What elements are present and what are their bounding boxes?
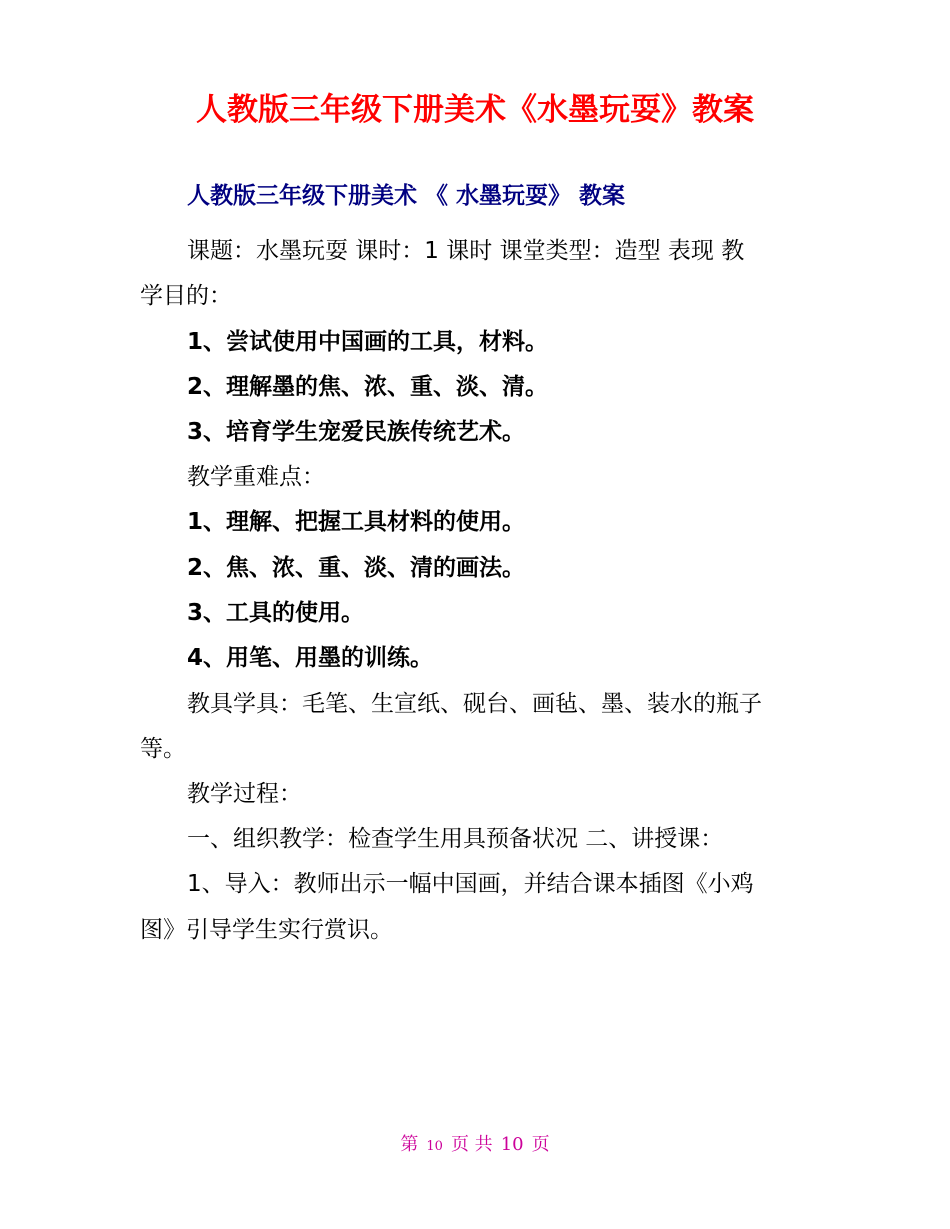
key-point-item-4: 4、用笔、用墨的训练。 [187,645,434,671]
footer-suffix: 页 [531,1134,550,1155]
objective-item-2: 2、理解墨的焦、浓、重、淡、清。 [187,374,549,400]
body-line-lesson-info: 课题：水墨玩耍 课时：1 课时 课堂类型：造型 表现 教 [187,238,745,264]
footer-middle: 页 共 [450,1134,493,1155]
key-points-heading: 教学重难点： [187,464,325,490]
document-subtitle: 人教版三年级下册美术 《 水墨玩耍》 教案 [187,183,626,209]
process-step-intro: 1、导入：教师出示一幅中国画，并结合课本插图《小鸡 [187,871,754,897]
footer-total-pages: 10 [500,1134,524,1155]
body-line-objectives-heading: 学目的： [140,283,232,309]
key-point-item-3: 3、工具的使用。 [187,600,365,626]
key-point-item-2: 2、焦、浓、重、淡、清的画法。 [187,555,526,581]
process-step-organize: 一、组织教学：检查学生用具预备状况 二、讲授课： [187,826,724,852]
objective-item-1: 1、尝试使用中国画的工具，材料。 [187,329,549,355]
document-title: 人教版三年级下册美术《水墨玩耍》教案 [196,92,754,128]
teaching-process-heading: 教学过程： [187,781,302,807]
key-point-item-1: 1、理解、把握工具材料的使用。 [187,509,526,535]
teaching-aids-line: 教具学具：毛笔、生宣纸、砚台、画毡、墨、装水的瓶子 [187,691,762,717]
objective-item-3: 3、培育学生宠爱民族传统艺术。 [187,419,526,445]
process-step-intro-cont: 图》引导学生实行赏识。 [140,917,393,943]
page-footer [0,1133,950,1159]
teaching-aids-line-cont: 等。 [140,736,186,762]
footer-prefix: 第 [400,1134,419,1155]
footer-current-page: 10 [426,1139,443,1154]
